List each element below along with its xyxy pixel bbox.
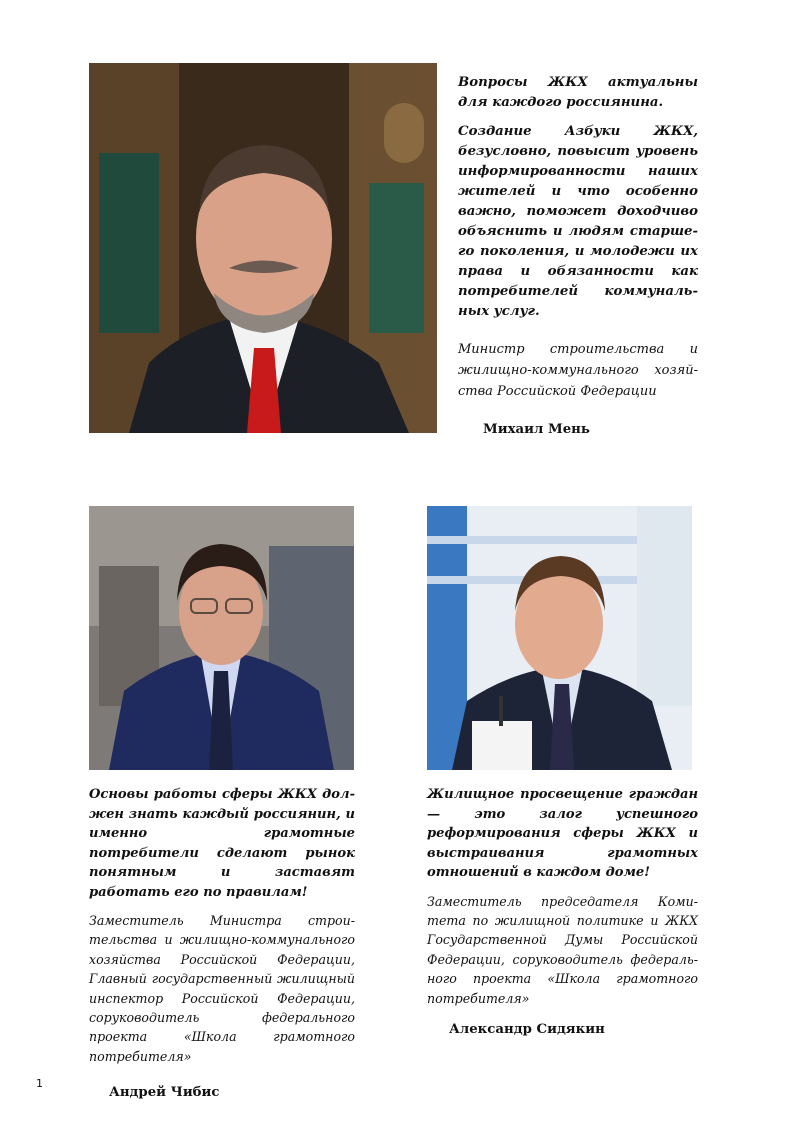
quote-body: Жилищное просвещение граждан — это залог успешного реформирования сферы ЖКХ и выстраивания грамотных отношений в каждом доме! <box>427 787 698 880</box>
deputy-minister-quote-block <box>89 785 355 1100</box>
portrait-photo-minister <box>89 63 437 433</box>
quote-body: Создание Азбуки ЖКХ, безусловно, повысит уровень информированности наших жителей и что особенно важно, поможет доходчиво объяснить и людям старшего поколения, и молодежи их права и обязанности как потребителей коммунальных услуг. <box>458 124 698 319</box>
author-role: Заместитель председателя Комитета по жилищной политике и ЖКХ Государственной Думы Российской Федерации, соруководитель федерального проекта «Школа грамотного потребителя» <box>427 893 698 1006</box>
author-name: Михаил Мень <box>483 422 590 437</box>
minister-quote-block <box>458 73 698 437</box>
quote-body: Основы работы сферы ЖКХ должен знать каждый россиянин, и именно грамотные потребители сделают рынок понятным и заставят работать его по правилам! <box>89 787 355 900</box>
author-name: Андрей Чибис <box>109 1085 220 1101</box>
page-number: 1 <box>36 1077 43 1090</box>
author-role: Заместитель Министра строительства и жилищно-коммунального хозяйства Российской Федерации, Главный государственный жилищный инспектор Российской Федерации, соруководитель федерального проекта «Школа грамотного потребителя» <box>89 913 355 1064</box>
duma-deputy-quote-block <box>427 785 698 1037</box>
portrait-photo-duma-deputy <box>427 506 692 770</box>
quote-intro: Вопросы ЖКХ актуальны для каждого россиянина. <box>458 75 698 110</box>
portrait-photo-deputy-minister <box>89 506 354 770</box>
author-role: Министр строительства и жилищно-коммунального хозяйства Российской Федерации <box>458 342 698 399</box>
author-name: Александр Сидякин <box>449 1021 605 1037</box>
